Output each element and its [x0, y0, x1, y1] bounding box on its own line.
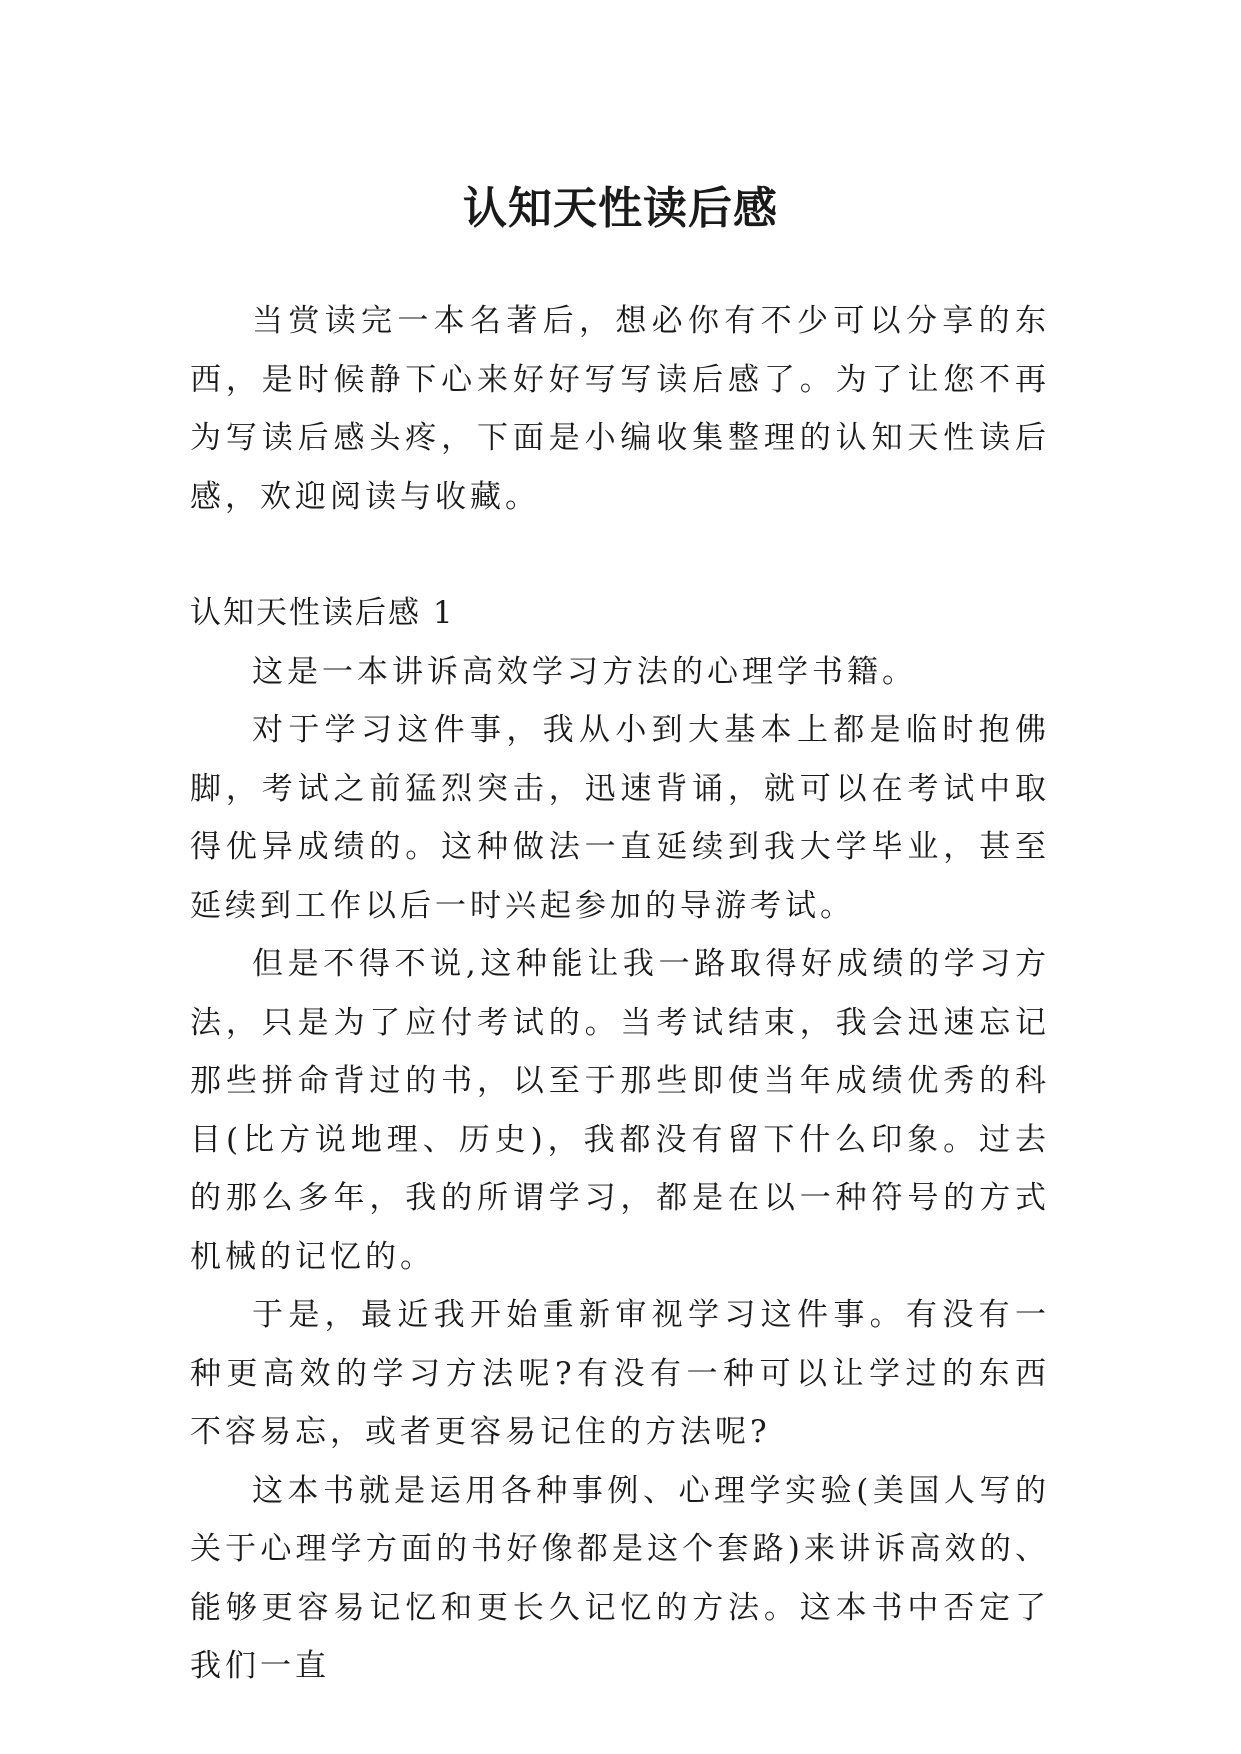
document-title: 认知天性读后感 [463, 183, 778, 235]
intro-paragraph: 当赏读完一本名著后，想必你有不少可以分享的东西，是时候静下心来好好写写读后感了。为了让您不再为写读后感头疼，下面是小编收集整理的认知天性读后感，欢迎阅读与收藏。 [190, 303, 1050, 515]
document-body [190, 292, 1050, 1696]
body-paragraph: 这本书就是运用各种事例、心理学实验(美国人写的关于心理学方面的书好像都是这个套路)来讲诉高效的、能够更容易记忆和更长久记忆的方法。这本书中否定了我们一直 [190, 1472, 1050, 1684]
body-paragraph: 于是，最近我开始重新审视学习这件事。有没有一种更高效的学习方法呢?有没有一种可以让学过的东西不容易忘，或者更容易记住的方法呢? [190, 1297, 1050, 1450]
section-heading: 认知天性读后感 1 [190, 595, 455, 631]
body-paragraph: 但是不得不说,这种能让我一路取得好成绩的学习方法，只是为了应付考试的。当考试结束，我会迅速忘记那些拼命背过的书，以至于那些即使当年成绩优秀的科目(比方说地理、历史)，我都没有留下什么印象。过去的那么多年，我的所谓学习，都是在以一种符号的方式机械的记忆的。 [190, 946, 1050, 1275]
body-paragraph: 这是一本讲诉高效学习方法的心理学书籍。 [252, 653, 917, 690]
body-paragraph: 对于学习这件事，我从小到大基本上都是临时抱佛脚，考试之前猛烈突击，迅速背诵，就可以在考试中取得优异成绩的。这种做法一直延续到我大学毕业，甚至延续到工作以后一时兴起参加的导游考试。 [190, 712, 1050, 924]
